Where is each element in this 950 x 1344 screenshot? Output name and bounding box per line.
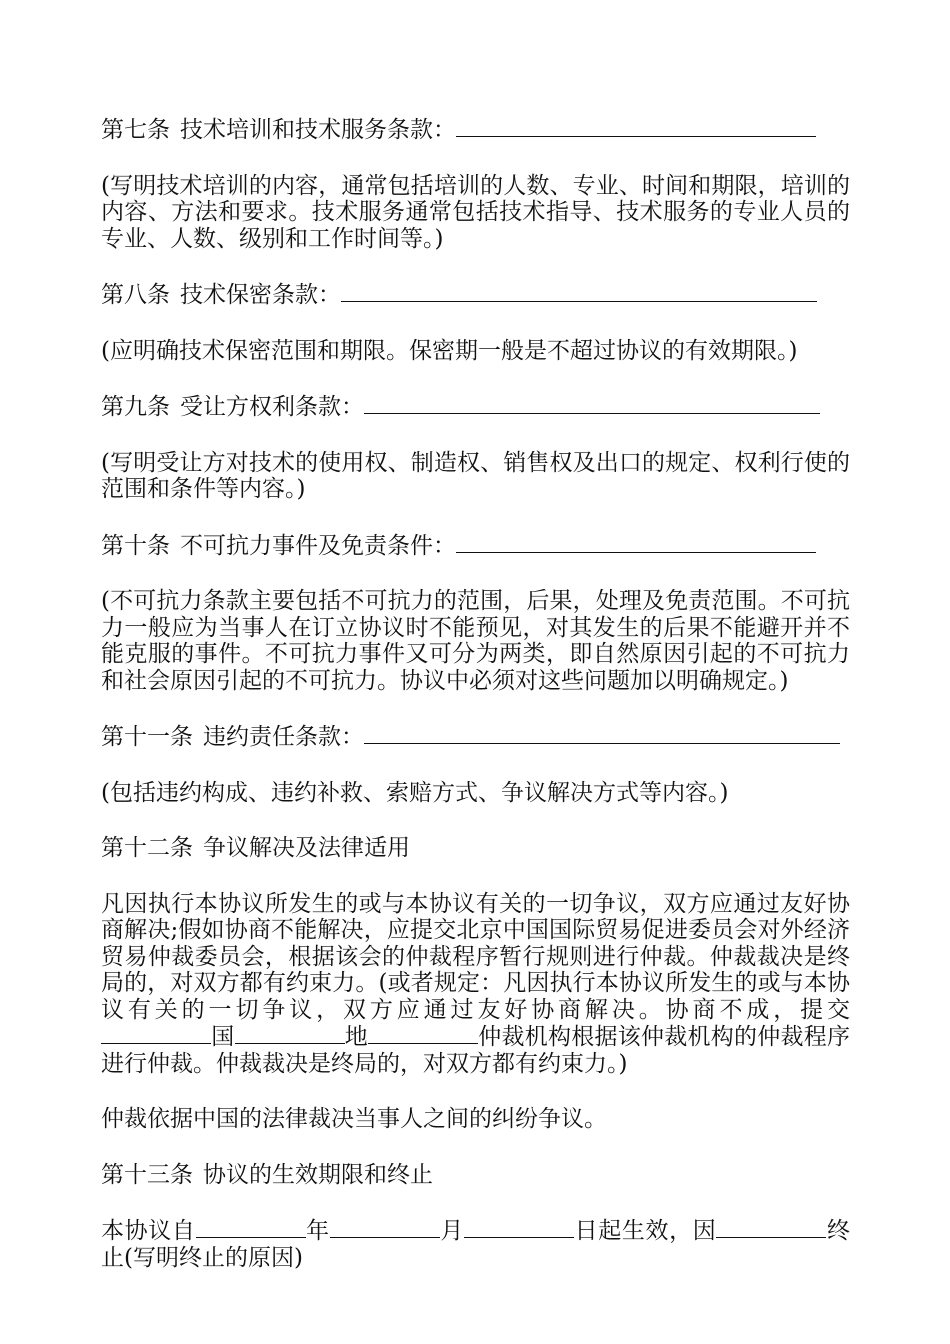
clause-7-blank[interactable]	[456, 116, 816, 137]
clause-10-number: 第十条	[101, 532, 170, 559]
clause-9-heading	[101, 393, 850, 421]
clause-7-note: (写明技术培训的内容，通常包括培训的人数、专业、时间和期限，培训的内容、方法和要求。技术服务通常包括技术指导、技术服务的专业人员的专业、人数、级别和工作时间等。)	[101, 172, 850, 252]
termination-reason-blank[interactable]	[716, 1217, 826, 1238]
clause-13-heading	[101, 1162, 850, 1189]
word-month: 月	[439, 1218, 464, 1244]
clause-12-subject: 争议解决及法律适用	[203, 835, 410, 861]
clause-9-number: 第九条	[101, 394, 170, 420]
clause-9-blank[interactable]	[364, 393, 820, 414]
arbitration-institution-blank[interactable]	[368, 1023, 478, 1044]
clause-10-heading	[101, 532, 850, 560]
clause-11-number: 第十一条	[101, 724, 193, 750]
word-day-effective: 日起生效，因	[574, 1218, 717, 1244]
clause-8-heading	[101, 281, 850, 309]
clause-13-body	[101, 1217, 850, 1271]
clause-10-blank[interactable]	[456, 532, 816, 553]
clause-13-subject: 协议的生效期限和终止	[203, 1161, 433, 1188]
word-place: 地	[344, 1024, 368, 1050]
clause-8-note: (应明确技术保密范围和期限。保密期一般是不超过协议的有效期限。)	[101, 337, 798, 364]
clause-12-text-part1: 凡因执行本协议所发生的或与本协议有关的一切争议，双方应通过友好协商解决;假如协商不能解决，应提交北京中国国际贸易促进委员会对外经济贸易仲裁委员会，根据该会的仲裁程序暂行规则进行仲裁。仲裁裁决是终局的，对双方都有约束力。(或者规定：凡因执行本协议所发生的或与本协议有关的一切争议，双方应通过友好协商解决。协商不成，提交	[101, 890, 850, 1023]
clause-12-heading	[101, 835, 850, 862]
clause-12-body	[101, 891, 850, 1078]
clause-13-prefix: 本协议自	[101, 1218, 196, 1244]
clause-7-subject: 技术培训和技术服务条款：	[180, 117, 456, 143]
clause-10-subject: 不可抗力事件及免责条件：	[180, 532, 456, 559]
clause-11-blank[interactable]	[364, 723, 840, 744]
clause-13-number: 第十三条	[101, 1161, 193, 1188]
clause-9-subject: 受让方权利条款：	[180, 394, 364, 420]
clause-12-text-part2: 仲裁机构根据该仲裁机构的仲裁程序进行仲裁。仲裁裁决是终局的，对双方都有约束力。)	[101, 1024, 850, 1077]
word-country: 国	[211, 1024, 235, 1050]
clause-12-law: 仲裁依据中国的法律裁决当事人之间的纠纷争议。	[101, 1106, 607, 1132]
clause-8-number: 第八条	[101, 282, 170, 308]
arbitration-place-blank[interactable]	[235, 1023, 345, 1044]
word-year: 年	[305, 1218, 330, 1244]
clause-8-subject: 技术保密条款：	[180, 282, 341, 308]
clause-12-number: 第十二条	[101, 835, 193, 861]
clause-10-note: (不可抗力条款主要包括不可抗力的范围，后果，处理及免责范围。不可抗力一般应为当事人在订立协议时不能预见，对其发生的后果不能避开并不能克服的事件。不可抗力事件又可分为两类，即自然原因引起的不可抗力和社会原因引起的不可抗力。协议中必须对这些问题加以明确规定。)	[101, 588, 850, 694]
clause-8-blank[interactable]	[341, 281, 817, 302]
clause-11-subject: 违约责任条款：	[203, 724, 364, 750]
arbitration-country-blank[interactable]	[101, 1023, 211, 1044]
effective-day-blank[interactable]	[464, 1217, 574, 1238]
effective-month-blank[interactable]	[330, 1217, 440, 1238]
effective-year-blank[interactable]	[196, 1217, 306, 1238]
clause-9-note: (写明受让方对技术的使用权、制造权、销售权及出口的规定、权利行使的范围和条件等内容。)	[101, 449, 850, 502]
clause-7-heading	[101, 116, 850, 144]
clause-11-heading	[101, 723, 850, 751]
clause-7-number: 第七条	[101, 117, 170, 143]
clause-13-suffix: 终止(写明终止的原因)	[101, 1218, 850, 1271]
clause-11-note: (包括违约构成、违约补救、索赔方式、争议解决方式等内容。)	[101, 779, 729, 806]
